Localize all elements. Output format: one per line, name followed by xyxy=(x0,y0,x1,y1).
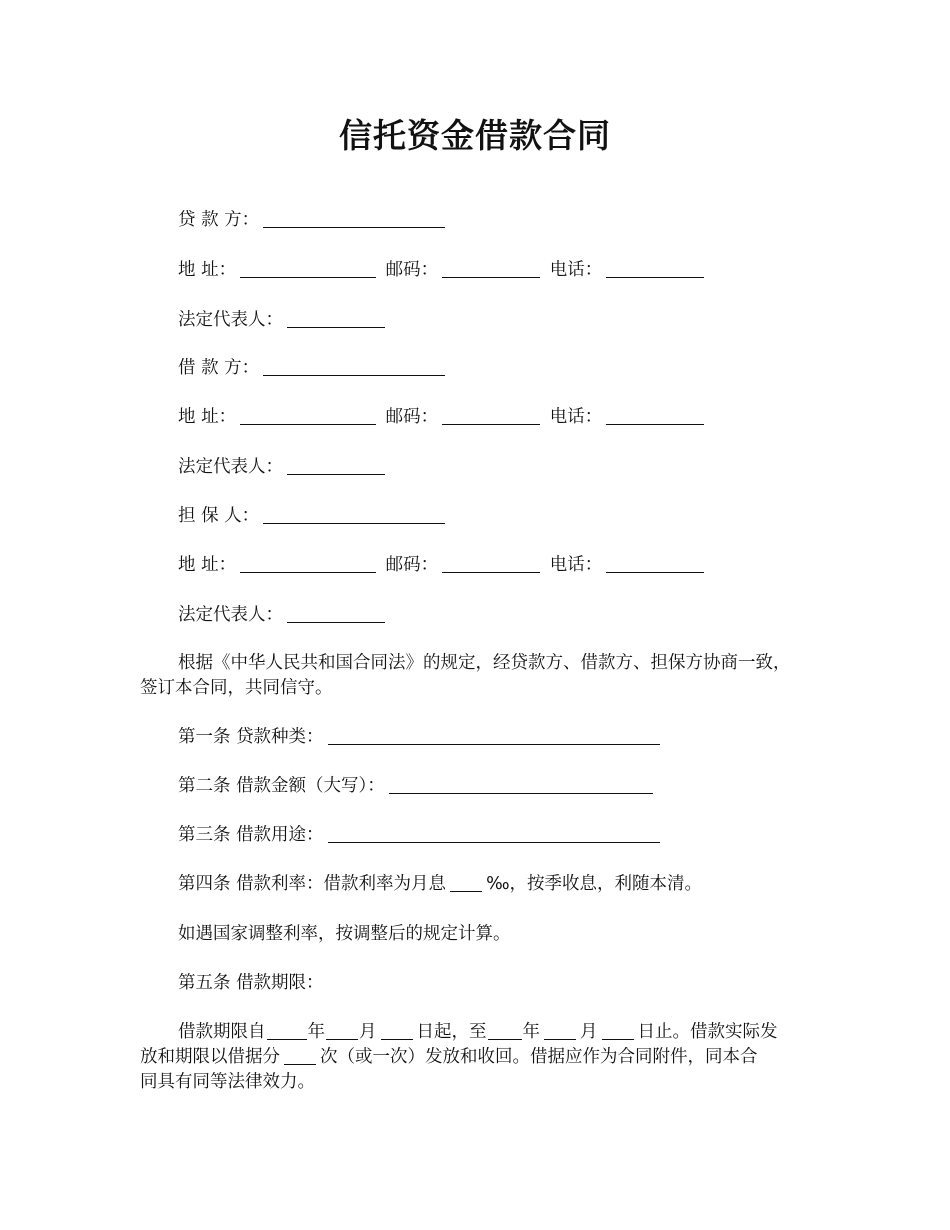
legal-rep-blank xyxy=(287,604,385,623)
interest-rate-blank xyxy=(450,873,482,892)
article-4-note: 如遇国家调整利率，按调整后的规定计算。 xyxy=(178,924,511,944)
address-label: 地 址： xyxy=(178,260,237,280)
start-day-blank xyxy=(381,1021,413,1040)
address-label: 地 址： xyxy=(178,407,237,427)
contract-title: 信托资金借款合同 xyxy=(339,116,611,155)
intro-line-2: 签订本合同，共同信守。 xyxy=(140,678,333,698)
phone-label: 电话： xyxy=(549,407,603,427)
term-line-2-pre: 放和期限以借据分 xyxy=(140,1047,280,1067)
borrower-blank xyxy=(263,357,445,376)
loan-amount-blank xyxy=(389,775,653,794)
phone-label: 电话： xyxy=(549,260,603,280)
term-line-1 xyxy=(140,1020,840,1045)
article-2 xyxy=(178,774,657,798)
legal-rep-label: 法定代表人： xyxy=(178,310,283,330)
article-5: 第五条 借款期限： xyxy=(178,973,324,993)
term-line-2-post: 次（或一次）发放和收回。借据应作为合同附件，同本合 xyxy=(320,1047,758,1067)
article-3-label: 第三条 借款用途： xyxy=(178,825,324,845)
borrower-legal-rep-line xyxy=(178,455,389,479)
postcode-label: 邮码： xyxy=(385,555,439,575)
borrower-address-line xyxy=(178,405,708,429)
term-line-2 xyxy=(140,1045,840,1070)
legal-rep-label: 法定代表人： xyxy=(178,605,283,625)
address-blank xyxy=(240,406,376,425)
installments-blank xyxy=(284,1046,316,1065)
term-from-label: 借款期限自 xyxy=(178,1022,266,1042)
intro-line-1: 根据《中华人民共和国合同法》的规定，经贷款方、借款方、担保方协商一致， xyxy=(178,653,791,673)
year-label: 年 xyxy=(307,1022,325,1042)
end-month-blank xyxy=(544,1021,576,1040)
lender-blank xyxy=(263,209,445,228)
article-3 xyxy=(178,823,664,847)
end-day-blank xyxy=(602,1021,634,1040)
phone-label: 电话： xyxy=(549,555,603,575)
month-label: 月 xyxy=(580,1022,598,1042)
end-year-blank xyxy=(488,1021,522,1040)
year-label: 年 xyxy=(522,1022,540,1042)
day-from-label: 日起，至 xyxy=(416,1022,487,1042)
lender-address-line xyxy=(178,258,708,282)
guarantor-blank xyxy=(263,505,445,524)
address-blank xyxy=(240,259,376,278)
term-paragraph xyxy=(140,1020,840,1095)
loan-type-blank xyxy=(328,726,660,745)
postcode-blank xyxy=(442,259,540,278)
loan-purpose-blank xyxy=(328,824,660,843)
legal-rep-blank xyxy=(287,309,385,328)
phone-blank xyxy=(606,554,704,573)
intro-paragraph xyxy=(140,651,840,701)
guarantor-address-line xyxy=(178,553,708,577)
lender-label: 贷 款 方： xyxy=(178,210,260,230)
article-1 xyxy=(178,725,664,749)
article-4 xyxy=(178,872,702,896)
term-line-3: 同具有同等法律效力。 xyxy=(140,1072,315,1092)
day-to-label: 日止。借款实际发 xyxy=(637,1022,778,1042)
guarantor-label: 担 保 人： xyxy=(178,506,260,526)
postcode-label: 邮码： xyxy=(385,260,439,280)
phone-blank xyxy=(606,259,704,278)
legal-rep-label: 法定代表人： xyxy=(178,457,283,477)
postcode-blank xyxy=(442,554,540,573)
phone-blank xyxy=(606,406,704,425)
legal-rep-blank xyxy=(287,456,385,475)
article-4-suffix: ‰，按季收息，利随本清。 xyxy=(486,874,703,894)
lender-line xyxy=(178,208,449,232)
start-year-blank xyxy=(267,1021,307,1040)
postcode-blank xyxy=(442,406,540,425)
postcode-label: 邮码： xyxy=(385,407,439,427)
guarantor-legal-rep-line xyxy=(178,603,389,627)
start-month-blank xyxy=(326,1021,358,1040)
article-2-label: 第二条 借款金额（大写）： xyxy=(178,776,385,796)
borrower-label: 借 款 方： xyxy=(178,358,260,378)
guarantor-line xyxy=(178,504,449,528)
article-4-label: 第四条 借款利率：借款利率为月息 xyxy=(178,874,447,894)
month-label: 月 xyxy=(359,1022,377,1042)
borrower-line xyxy=(178,356,449,380)
address-label: 地 址： xyxy=(178,555,237,575)
lender-legal-rep-line xyxy=(178,308,389,332)
address-blank xyxy=(240,554,376,573)
article-1-label: 第一条 贷款种类： xyxy=(178,727,324,747)
